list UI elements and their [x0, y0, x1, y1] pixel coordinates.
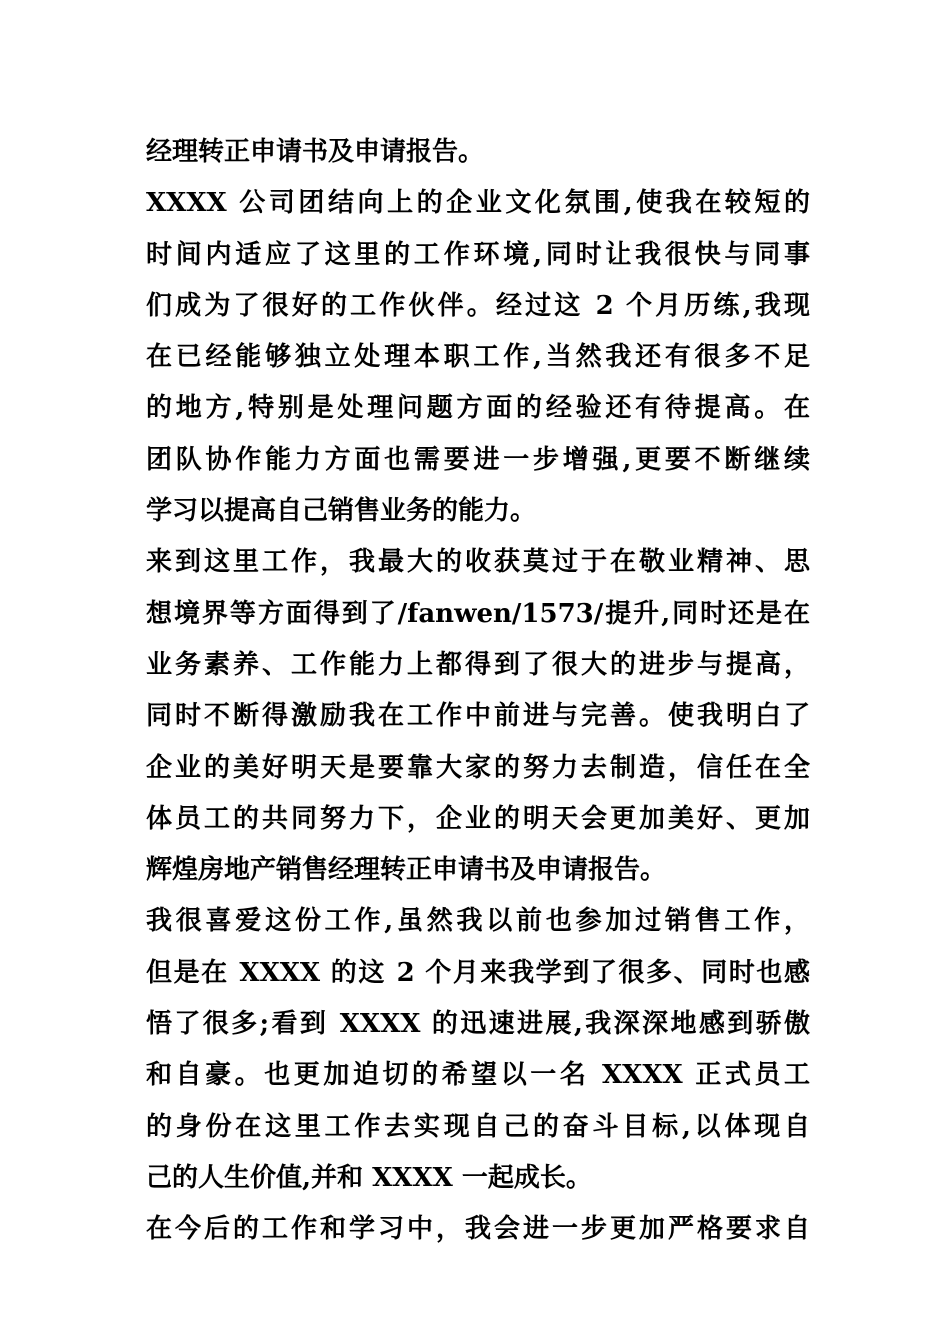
body-text — [146, 127, 810, 1256]
text-line: XXXX 公司团结向上的企业文化氛围,使我在较短的 — [146, 188, 810, 219]
text-line: 辉煌房地产销售经理转正申请书及申请报告。 — [146, 855, 667, 886]
text-line: 和自豪。也更加迫切的希望以一名 XXXX 正式员工 — [146, 1060, 810, 1091]
text-line: 时间内适应了这里的工作环境,同时让我很快与同事 — [146, 239, 810, 270]
text-line: 的地方,特别是处理问题方面的经验还有待提高。在 — [146, 393, 810, 424]
text-line: 想境界等方面得到了/fanwen/1573/提升,同时还是在 — [146, 598, 810, 629]
text-line: 悟了很多;看到 XXXX 的迅速进展,我深深地感到骄傲 — [146, 1009, 810, 1040]
text-line: 企业的美好明天是要靠大家的努力去制造，信任在全 — [146, 752, 810, 783]
text-line: 来到这里工作，我最大的收获莫过于在敬业精神、思 — [146, 547, 810, 578]
text-line: 经理转正申请书及申请报告。 — [146, 137, 485, 167]
text-line: 的身份在这里工作去实现自己的奋斗目标,以体现自 — [146, 1111, 810, 1142]
text-line: 同时不断得激励我在工作中前进与完善。使我明白了 — [146, 701, 810, 732]
text-line: 团队协作能力方面也需要进一步增强,更要不断继续 — [146, 444, 810, 475]
text-line: 我很喜爱这份工作,虽然我以前也参加过销售工作， — [146, 906, 810, 937]
text-line: 在今后的工作和学习中，我会进一步更加严格要求自 — [146, 1214, 810, 1245]
text-line: 在已经能够独立处理本职工作,当然我还有很多不足 — [146, 342, 810, 373]
text-line: 己的人生价值,并和 XXXX 一起成长。 — [146, 1162, 592, 1193]
text-line: 学习以提高自己销售业务的能力。 — [146, 496, 537, 527]
text-line: 但是在 XXXX 的这 2 个月来我学到了很多、同时也感 — [146, 957, 810, 988]
text-line: 业务素养、工作能力上都得到了很大的进步与提高， — [146, 649, 810, 680]
text-line: 体员工的共同努力下，企业的明天会更加美好、更加 — [146, 803, 810, 834]
text-line: 们成为了很好的工作伙伴。经过这 2 个月历练,我现 — [146, 290, 810, 321]
